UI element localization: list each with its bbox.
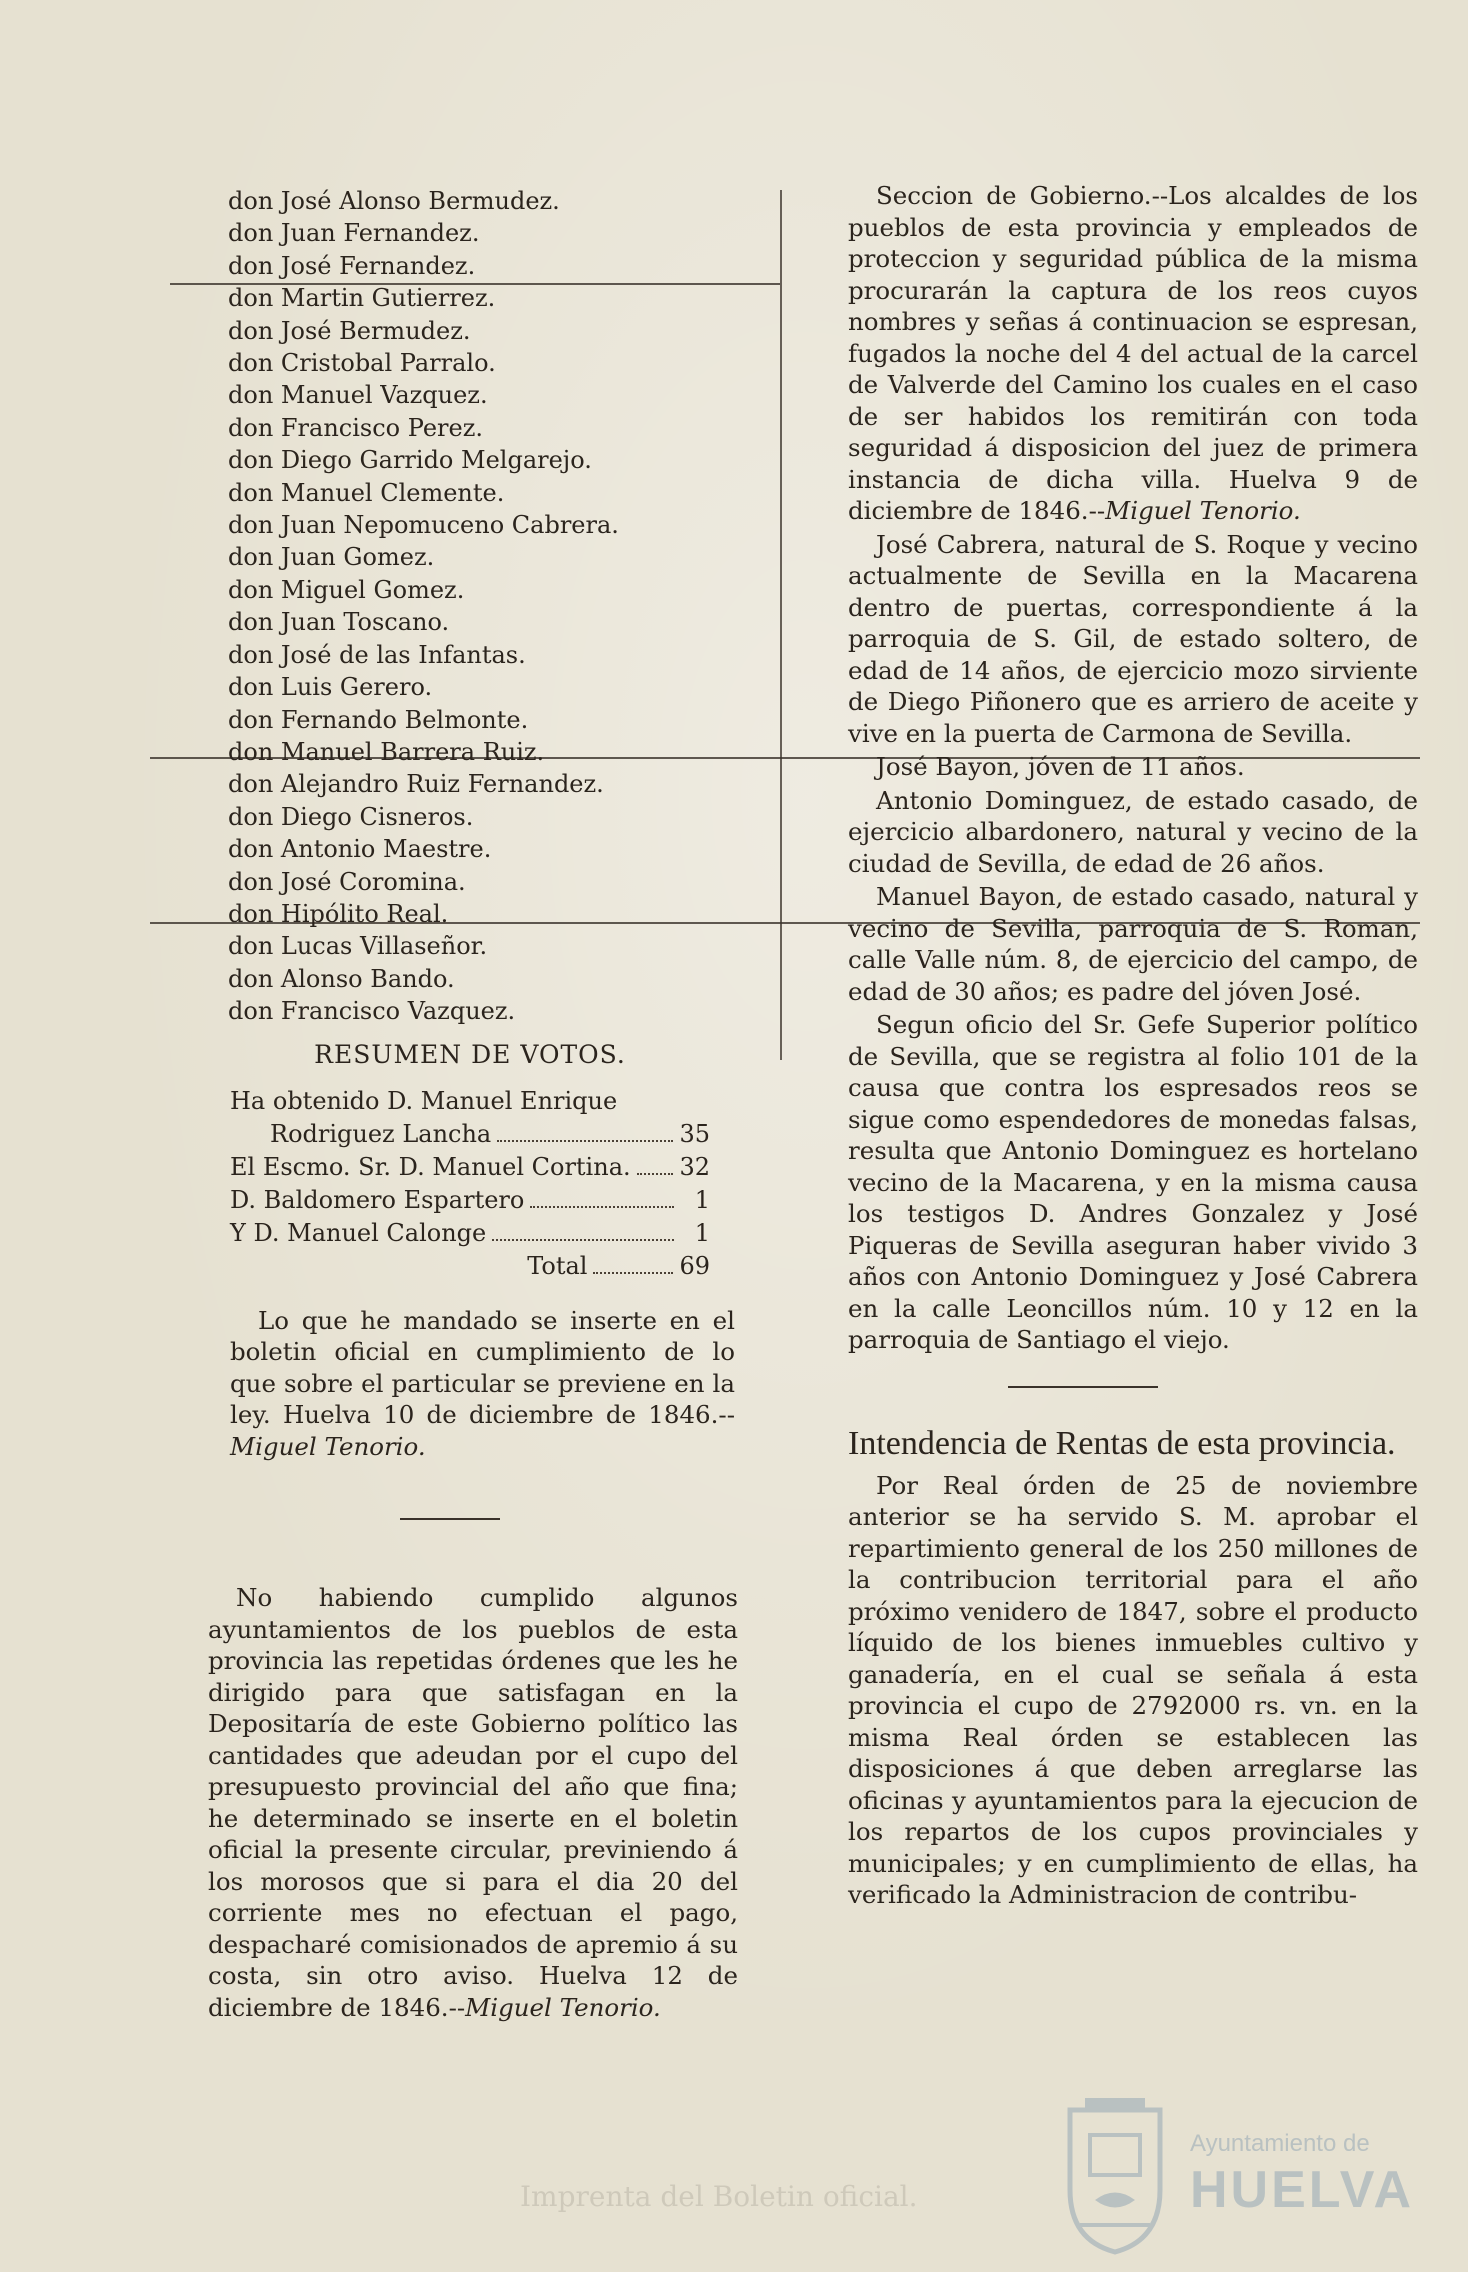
dot-leader xyxy=(492,1239,674,1241)
name-list-item: don Luis Gerero. xyxy=(228,673,433,702)
name-list-item: don Francisco Vazquez. xyxy=(228,997,516,1026)
vote-candidate: Y D. Manuel Calonge xyxy=(230,1218,487,1247)
name-list-item: don Diego Cisneros. xyxy=(228,802,474,831)
right-paragraph-3: José Bayon, jóven de 11 años. xyxy=(876,752,1245,781)
vote-row xyxy=(230,1184,710,1217)
name-list-item: don Antonio Maestre. xyxy=(228,835,492,864)
name-list-item: don Francisco Perez. xyxy=(228,413,483,442)
name-list-item: don Martin Gutierrez. xyxy=(228,284,496,313)
name-list-item: don Cristobal Parralo. xyxy=(228,349,496,378)
name-list-item: don Juan Toscano. xyxy=(228,608,450,637)
name-list-item: don José Bermudez. xyxy=(228,316,471,345)
dot-leader xyxy=(530,1206,674,1208)
column-divider xyxy=(780,190,782,1060)
name-list-item: don Juan Nepomuceno Cabrera. xyxy=(228,511,619,540)
vote-count: 1 xyxy=(694,1218,710,1247)
name-list-item: don Diego Garrido Melgarejo. xyxy=(228,446,592,475)
name-list-item: don José de las Infantas. xyxy=(228,640,526,669)
right-paragraph-2: José Cabrera, natural de S. Roque y vecino actualmente de Sevilla en la Macarena dentro de puertas, correspondiente á la parroquia de S. Gil, de estado soltero, de edad de 14 años, de ejercicio mozo sirviente de Diego Piñonero que es arriero de aceite y vive en la puerta de Carmona de Sevilla. xyxy=(848,529,1418,748)
coat-of-arms-icon xyxy=(1060,2090,1170,2255)
dot-leader xyxy=(497,1140,673,1142)
section-separator xyxy=(400,1518,500,1520)
left-paragraph-2 xyxy=(208,1582,738,2023)
right-column xyxy=(848,180,1423,1911)
name-list-item: don Lucas Villaseñor. xyxy=(228,932,488,961)
name-list-item: don José Fernandez. xyxy=(228,251,476,280)
vote-count: 32 xyxy=(679,1152,710,1181)
right-paragraph-6: Segun oficio del Sr. Gefe Superior político de Sevilla, que se registra al folio 101 de la causa que contra los espresados reos se sigue como espendedores de monedas falsas, resulta que Antonio Dominguez es hortelano vecino de la Macarena, y en la misma causa los testigos D. Andres Gonzalez y José Piqueras de Sevilla aseguran haber vivido 3 años con Antonio Dominguez y José Cabrera en la calle Leoncillos núm. 10 y 12 en la parroquia de Santiago el viejo. xyxy=(848,1010,1418,1354)
watermark-line-2: HUELVA xyxy=(1190,2161,1415,2219)
resumen-title: RESUMEN DE VOTOS. xyxy=(314,1039,626,1069)
name-list-item: don Hipólito Real. xyxy=(228,899,449,928)
vote-count: 35 xyxy=(679,1119,710,1148)
name-list-item: don Manuel Barrera Ruiz. xyxy=(228,737,545,766)
name-list-item: don Alonso Bando. xyxy=(228,964,455,993)
vote-row xyxy=(230,1118,710,1151)
name-list-item: don Manuel Clemente. xyxy=(228,478,505,507)
name-list-item: don José Coromina. xyxy=(228,867,466,896)
vote-candidate: Ha obtenido D. Manuel Enrique xyxy=(230,1086,618,1115)
name-list-item: don Manuel Vazquez. xyxy=(228,381,488,410)
right-paragraph-1 xyxy=(848,180,1418,527)
vote-total-label: Total xyxy=(527,1251,588,1280)
right-paragraph-1-signature: Miguel Tenorio. xyxy=(1105,496,1301,525)
name-list-item: don José Alonso Bermudez. xyxy=(228,187,560,215)
vote-candidate: Rodriguez Lancha xyxy=(270,1119,492,1148)
left-paragraph-2-signature: Miguel Tenorio. xyxy=(465,1992,661,2022)
vote-row xyxy=(230,1085,710,1118)
vote-total-value: 69 xyxy=(679,1251,710,1280)
huelva-watermark-logo xyxy=(1060,2090,1415,2260)
left-paragraph-1 xyxy=(230,1305,735,1463)
section-separator-right xyxy=(1008,1386,1158,1388)
name-list-item: don Juan Fernandez. xyxy=(228,219,480,248)
vote-total-row xyxy=(230,1250,710,1283)
vote-row xyxy=(230,1151,710,1184)
names-list xyxy=(200,185,740,1028)
dot-leader xyxy=(637,1173,674,1175)
vote-count: 1 xyxy=(694,1185,710,1214)
right-paragraph-5: Manuel Bayon, de estado casado, natural y vecino de Sevilla, parroquia de S. Roman, calle Valle núm. 8, de ejercicio del campo, de edad de 30 años; es padre del jóven José. xyxy=(848,882,1418,1006)
name-list-item: don Fernando Belmonte. xyxy=(228,705,529,734)
left-paragraph-2-text: No habiendo cumplido algunos ayuntamientos de los pueblos de esta provincia las repetidas órdenes que les he dirigido para que satisfagan en la Depositaría de este Gobierno político las cantidades que adeudan por el cupo del presupuesto provincial del año que fina; he determinado se inserte en el boletin oficial la presente circular, previniendo á los morosos que si para el dia 20 del corriente mes no efectuan el pago, despacharé comisionados de apremio á su costa, sin otro aviso. Huelva 12 de diciembre de 1846.-- xyxy=(208,1583,738,2022)
vote-candidate: El Escmo. Sr. D. Manuel Cortina. xyxy=(230,1152,631,1181)
votes-summary xyxy=(200,1085,740,1250)
name-list-item: don Juan Gomez. xyxy=(228,543,435,572)
watermark-line-1: Ayuntamiento de xyxy=(1190,2130,1370,2157)
imprint-footer: Imprenta del Boletin oficial. xyxy=(520,2180,918,2213)
name-list-item: don Miguel Gomez. xyxy=(228,575,465,604)
vote-candidate: D. Baldomero Espartero xyxy=(230,1185,525,1214)
right-paragraph-4: Antonio Dominguez, de estado casado, de ejercicio albardonero, natural y vecino de la ciudad de Sevilla, de edad de 26 años. xyxy=(848,785,1418,878)
dot-leader xyxy=(593,1272,673,1274)
name-list-item: don Alejandro Ruiz Fernandez. xyxy=(228,770,604,799)
left-paragraph-1-text: Lo que he mandado se inserte en el boletin oficial en cumplimiento de lo que sobre el particular se previene en la ley. Huelva 10 de diciembre de 1846.-- xyxy=(230,1305,735,1430)
vote-row xyxy=(230,1217,710,1250)
right-paragraph-1-text: Seccion de Gobierno.--Los alcaldes de los pueblos de esta provincia y empleados de proteccion y seguridad pública de la misma procurarán la captura de los reos cuyos nombres y señas á continuacion se espresan, fugados la noche del 4 del actual de la carcel de Valverde del Camino los cuales en el caso de ser habidos los remitirán con toda seguridad á disposicion del juez de primera instancia de dicha villa. Huelva 9 de diciembre de 1846.-- xyxy=(848,181,1418,525)
left-column xyxy=(200,185,740,2023)
left-paragraph-1-signature: Miguel Tenorio. xyxy=(230,1431,426,1461)
right-paragraph-7: Por Real órden de 25 de noviembre anterior se ha servido S. M. aprobar el repartimiento general de los 250 millones de la contribucion territorial para el año próximo venidero de 1847, sobre el producto líquido de los bienes inmuebles cultivo y ganadería, en el cual se señala á esta provincia el cupo de 2792000 rs. vn. en la misma Real órden se establecen las disposiciones á que deben arreglarse las oficinas y ayuntamientos para la ejecucion de los repartos de los cupos provinciales y municipales; y en cumplimiento de ellas, ha verificado la Administracion de contribu- xyxy=(848,1470,1418,1909)
section-heading: Intendencia de Rentas de esta provincia. xyxy=(848,1424,1396,1462)
